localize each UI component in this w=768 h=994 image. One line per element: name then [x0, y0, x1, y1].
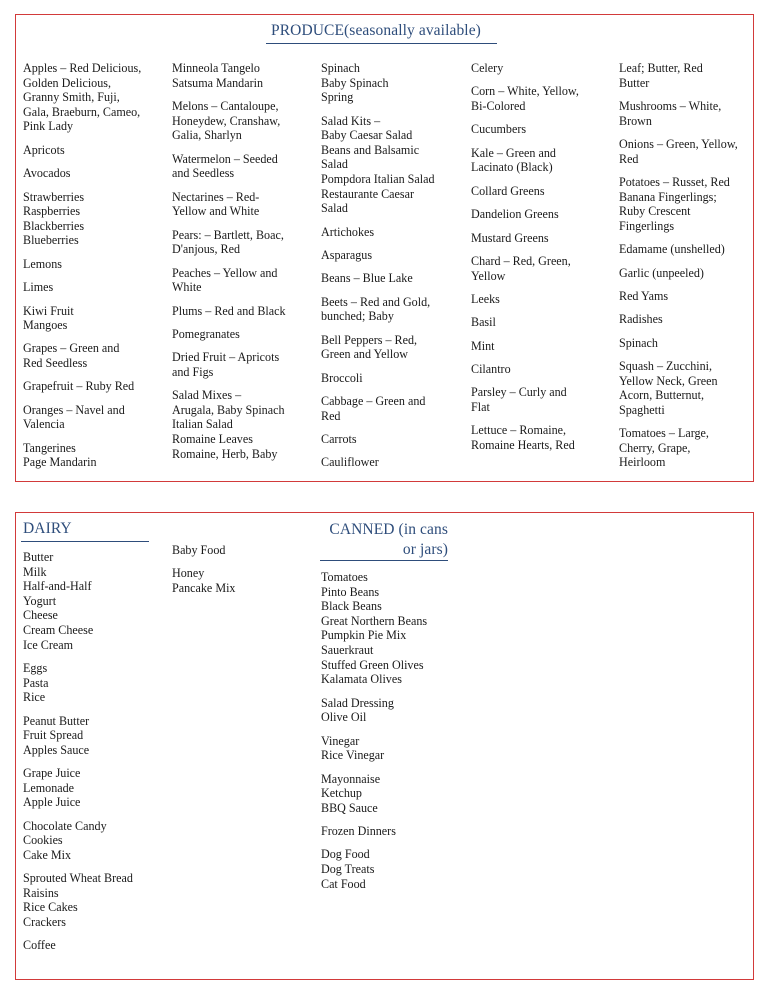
list-item: Blackberries — [23, 218, 85, 233]
canned-heading-underline — [320, 560, 448, 561]
list-item: Celery — [471, 61, 504, 75]
list-group — [321, 271, 435, 286]
list-item: Cream Cheese — [23, 622, 94, 637]
list-group — [172, 152, 286, 181]
list-item: Garlic (unpeeled) — [619, 265, 704, 280]
list-group — [23, 143, 141, 158]
list-group — [619, 99, 738, 128]
list-item: Brown — [619, 113, 652, 128]
list-item: Peanut Butter — [23, 713, 90, 728]
list-item: Romaine, Herb, Baby — [172, 446, 278, 461]
list-group — [172, 388, 286, 461]
list-item: Rice Cakes — [23, 900, 78, 915]
list-item: Parsley – Curly and — [471, 385, 567, 400]
list-group — [23, 280, 141, 295]
list-item: Ice Cream — [23, 637, 74, 652]
list-group — [172, 327, 286, 342]
list-item: Cucumbers — [471, 122, 527, 137]
list-item: Butter — [619, 75, 650, 90]
list-item: Sprouted Wheat Bread — [23, 871, 133, 886]
list-item: Salad Kits – — [321, 113, 381, 128]
list-group — [23, 550, 133, 652]
list-group — [321, 371, 435, 386]
list-item: Yellow and White — [172, 204, 260, 219]
list-item: Vinegar — [321, 733, 360, 748]
canned-heading-line-1: CANNED (in cans — [329, 521, 448, 538]
list-item: Eggs — [23, 660, 48, 675]
list-group — [172, 266, 286, 295]
list-group — [23, 714, 133, 758]
list-group — [321, 114, 435, 216]
list-item: Ketchup — [321, 786, 362, 801]
list-item: Raisins — [23, 885, 59, 900]
list-group — [172, 190, 286, 219]
list-group — [23, 403, 141, 432]
list-item: and Figs — [172, 364, 214, 379]
list-item: Fruit Spread — [23, 728, 84, 743]
list-group — [321, 824, 427, 839]
list-item: Spaghetti — [619, 402, 665, 417]
list-item: Cake Mix — [23, 847, 72, 862]
list-item: Beans – Blue Lake — [321, 271, 413, 286]
list-group — [619, 312, 738, 327]
list-item: Leaf; Butter, Red — [619, 61, 703, 75]
list-group — [321, 225, 435, 240]
list-item: Stuffed Green Olives — [321, 657, 424, 672]
list-item: Italian Salad — [172, 417, 233, 432]
list-item: Cabbage – Green and — [321, 394, 426, 409]
list-item: Mushrooms – White, — [619, 98, 722, 113]
list-item: Black Beans — [321, 599, 382, 614]
list-item: D'anjous, Red — [172, 242, 241, 257]
list-item: Frozen Dinners — [321, 824, 396, 839]
list-group — [321, 455, 435, 470]
list-item: Flat — [471, 400, 490, 415]
list-group — [471, 339, 579, 354]
produce-heading-underline — [266, 43, 497, 44]
list-group — [23, 257, 141, 272]
list-item: Grapefruit – Ruby Red — [23, 379, 135, 394]
list-group — [321, 696, 427, 725]
list-item: Page Mandarin — [23, 455, 97, 470]
list-group — [321, 394, 435, 423]
list-item: Honeydew, Cranshaw, — [172, 113, 281, 128]
list-item: Rice Vinegar — [321, 748, 385, 763]
list-group — [321, 248, 435, 263]
list-item: Tomatoes — [321, 570, 368, 584]
dairy-heading-underline — [21, 541, 149, 542]
list-item: Oranges – Navel and — [23, 402, 125, 417]
list-group — [619, 175, 738, 233]
list-item: Sauerkraut — [321, 642, 374, 657]
canned-heading-line-2: or jars) — [402, 541, 448, 558]
list-item: Corn – White, Yellow, — [471, 84, 579, 99]
list-group — [471, 292, 579, 307]
list-item: Cheese — [23, 608, 58, 623]
list-item: Cat Food — [321, 876, 366, 891]
list-item: Basil — [471, 315, 496, 330]
list-item: Olive Oil — [321, 710, 367, 725]
list-item: Cherry, Grape, — [619, 440, 691, 455]
list-item: Kalamata Olives — [321, 672, 402, 687]
list-item: Baby Caesar Salad — [321, 128, 413, 143]
list-item: Pasta — [23, 675, 49, 690]
list-item: Ruby Crescent — [619, 204, 691, 219]
list-item: Tomatoes – Large, — [619, 426, 709, 441]
list-item: Chard – Red, Green, — [471, 253, 571, 268]
list-item: Grapes – Green and — [23, 341, 120, 356]
dairy-heading: DAIRY — [23, 520, 72, 537]
list-group — [23, 379, 141, 394]
list-item: and Seedless — [172, 166, 235, 181]
list-item: Coffee — [23, 938, 56, 953]
list-item: Edamame (unshelled) — [619, 242, 725, 257]
list-item: Green and Yellow — [321, 347, 408, 362]
list-item: Crackers — [23, 915, 66, 930]
produce-heading: PRODUCE(seasonally available) — [271, 22, 481, 39]
list-group — [321, 847, 427, 891]
list-item: Apple Juice — [23, 795, 81, 810]
produce-column-4 — [471, 61, 579, 461]
list-item: Salad Dressing — [321, 695, 394, 710]
list-item: Satsuma Mandarin — [172, 75, 264, 90]
list-item: Cauliflower — [321, 455, 379, 470]
list-group — [172, 228, 286, 257]
list-item: Nectarines – Red- — [172, 189, 260, 204]
list-item: Red Seedless — [23, 356, 88, 371]
list-item: Salad Mixes – — [172, 388, 242, 403]
list-item: Rice — [23, 690, 46, 705]
list-group — [23, 304, 141, 333]
list-item: Grape Juice — [23, 766, 81, 781]
list-item: Artichokes — [321, 224, 375, 239]
list-item: Restaurante Caesar — [321, 186, 415, 201]
list-group — [619, 266, 738, 281]
list-item: Baby Food — [172, 543, 226, 557]
list-group — [23, 871, 133, 929]
list-item: Mustard Greens — [471, 230, 549, 245]
list-item: Cookies — [23, 833, 63, 848]
list-item: Pompdora Italian Salad — [321, 171, 435, 186]
list-item: Red Yams — [619, 288, 669, 303]
list-group — [471, 184, 579, 199]
list-item: Lemonade — [23, 780, 75, 795]
list-item: Galia, Sharlyn — [172, 128, 242, 143]
list-group — [471, 254, 579, 283]
list-group — [321, 734, 427, 763]
list-item: Asparagus — [321, 247, 373, 262]
list-item: Romaine Leaves — [172, 432, 253, 447]
list-group — [619, 137, 738, 166]
list-item: Great Northern Beans — [321, 613, 428, 628]
list-group — [471, 207, 579, 222]
list-group — [619, 336, 738, 351]
list-group — [23, 61, 141, 134]
list-item: Golden Delicious, — [23, 75, 111, 90]
list-group — [619, 242, 738, 257]
list-group — [321, 432, 435, 447]
list-item: White — [172, 280, 202, 295]
list-group — [23, 766, 133, 810]
list-group — [321, 570, 427, 687]
list-item: Bi-Colored — [471, 98, 526, 113]
list-item: Lemons — [23, 256, 62, 271]
list-group — [23, 441, 141, 470]
list-group — [619, 289, 738, 304]
list-item: Salad — [321, 157, 348, 172]
list-group — [321, 333, 435, 362]
list-item: Onions – Green, Yellow, — [619, 136, 738, 151]
list-group — [172, 350, 286, 379]
list-item: Melons – Cantaloupe, — [172, 98, 279, 113]
list-item: Lacinato (Black) — [471, 160, 553, 175]
list-item: Mint — [471, 338, 495, 353]
list-group — [172, 566, 235, 595]
list-item: Lettuce – Romaine, — [471, 423, 567, 438]
list-group — [172, 99, 286, 143]
list-item: Yogurt — [23, 593, 57, 608]
list-group — [471, 315, 579, 330]
list-group — [619, 426, 738, 470]
list-item: Salad — [321, 201, 348, 216]
list-item: Mayonnaise — [321, 771, 381, 786]
list-item: Red — [321, 408, 341, 423]
list-item: Beans and Balsamic — [321, 142, 420, 157]
list-group — [23, 938, 133, 953]
list-item: Apricots — [23, 142, 65, 157]
produce-column-5 — [619, 61, 738, 479]
list-item: Spinach — [619, 335, 658, 350]
list-group — [172, 304, 286, 319]
list-item: Radishes — [619, 312, 663, 327]
list-item: Baby Spinach — [321, 75, 389, 90]
list-item: Leeks — [471, 291, 500, 306]
misc-list — [172, 543, 235, 604]
list-item: Raspberries — [23, 204, 81, 219]
list-item: Spinach — [321, 61, 360, 75]
list-group — [172, 543, 235, 558]
list-item: Milk — [23, 564, 47, 579]
list-item: Blueberries — [23, 233, 79, 248]
list-item: bunched; Baby — [321, 309, 394, 324]
list-item: Watermelon – Seeded — [172, 151, 278, 166]
list-item: Butter — [23, 550, 54, 564]
produce-column-3 — [321, 61, 435, 479]
list-item: Yellow Neck, Green — [619, 373, 718, 388]
list-item: Kale – Green and — [471, 145, 556, 160]
list-group — [23, 819, 133, 863]
list-item: Tangerines — [23, 440, 76, 455]
list-item: Pinto Beans — [321, 584, 380, 599]
list-item: Avocados — [23, 166, 71, 181]
canned-list — [321, 570, 427, 900]
list-item: Granny Smith, Fuji, — [23, 90, 120, 105]
list-item: Apples – Red Delicious, — [23, 61, 142, 75]
list-group — [471, 385, 579, 414]
list-item: Romaine Hearts, Red — [471, 438, 575, 453]
list-item: Mangoes — [23, 318, 68, 333]
list-group — [471, 362, 579, 377]
list-group — [321, 61, 435, 105]
list-item: Pumpkin Pie Mix — [321, 628, 407, 643]
produce-column-2 — [172, 61, 286, 470]
list-item: Collard Greens — [471, 183, 545, 198]
list-item: Valencia — [23, 417, 65, 432]
canned-heading — [321, 520, 448, 560]
list-item: Minneola Tangelo — [172, 61, 260, 75]
list-group — [619, 359, 738, 417]
list-item: Spring — [321, 90, 354, 105]
list-item: Heirloom — [619, 455, 666, 470]
list-group — [471, 84, 579, 113]
list-item: Arugala, Baby Spinach — [172, 402, 285, 417]
list-item: Strawberries — [23, 189, 85, 204]
list-group — [471, 122, 579, 137]
list-group — [471, 423, 579, 452]
list-group — [321, 772, 427, 816]
list-item: BBQ Sauce — [321, 800, 378, 815]
list-item: Dried Fruit – Apricots — [172, 350, 280, 365]
list-item: Red — [619, 151, 639, 166]
list-item: Pink Lady — [23, 119, 74, 134]
list-item: Peaches – Yellow and — [172, 265, 278, 280]
list-group — [471, 61, 579, 76]
list-item: Pancake Mix — [172, 580, 236, 595]
produce-column-1 — [23, 61, 141, 479]
list-item: Kiwi Fruit — [23, 303, 74, 318]
list-item: Potatoes – Russet, Red — [619, 174, 730, 189]
list-item: Carrots — [321, 432, 357, 447]
list-item: Yellow — [471, 268, 506, 283]
list-group — [619, 61, 738, 90]
list-item: Dog Treats — [321, 862, 375, 877]
list-item: Fingerlings — [619, 218, 675, 233]
list-item: Gala, Braeburn, Cameo, — [23, 104, 141, 119]
list-item: Chocolate Candy — [23, 818, 107, 833]
list-item: Beets – Red and Gold, — [321, 294, 431, 309]
list-item: Dandelion Greens — [471, 207, 559, 222]
list-group — [23, 341, 141, 370]
list-item: Half-and-Half — [23, 579, 92, 594]
list-group — [23, 190, 141, 248]
list-group — [321, 295, 435, 324]
list-item: Honey — [172, 566, 205, 581]
list-item: Limes — [23, 280, 54, 295]
list-item: Pomegranates — [172, 326, 240, 341]
list-group — [23, 166, 141, 181]
list-item: Pears: – Bartlett, Boac, — [172, 227, 284, 242]
list-item: Dog Food — [321, 847, 370, 862]
list-item: Acorn, Butternut, — [619, 388, 704, 403]
list-item: Cilantro — [471, 362, 511, 377]
list-group — [23, 661, 133, 705]
list-item: Squash – Zucchini, — [619, 359, 713, 374]
list-item: Broccoli — [321, 370, 363, 385]
list-item: Banana Fingerlings; — [619, 189, 717, 204]
list-group — [471, 231, 579, 246]
list-item: Bell Peppers – Red, — [321, 332, 418, 347]
list-item: Plums – Red and Black — [172, 303, 286, 318]
list-group — [471, 146, 579, 175]
list-group — [172, 61, 286, 90]
dairy-list — [23, 550, 133, 962]
list-item: Apples Sauce — [23, 742, 90, 757]
